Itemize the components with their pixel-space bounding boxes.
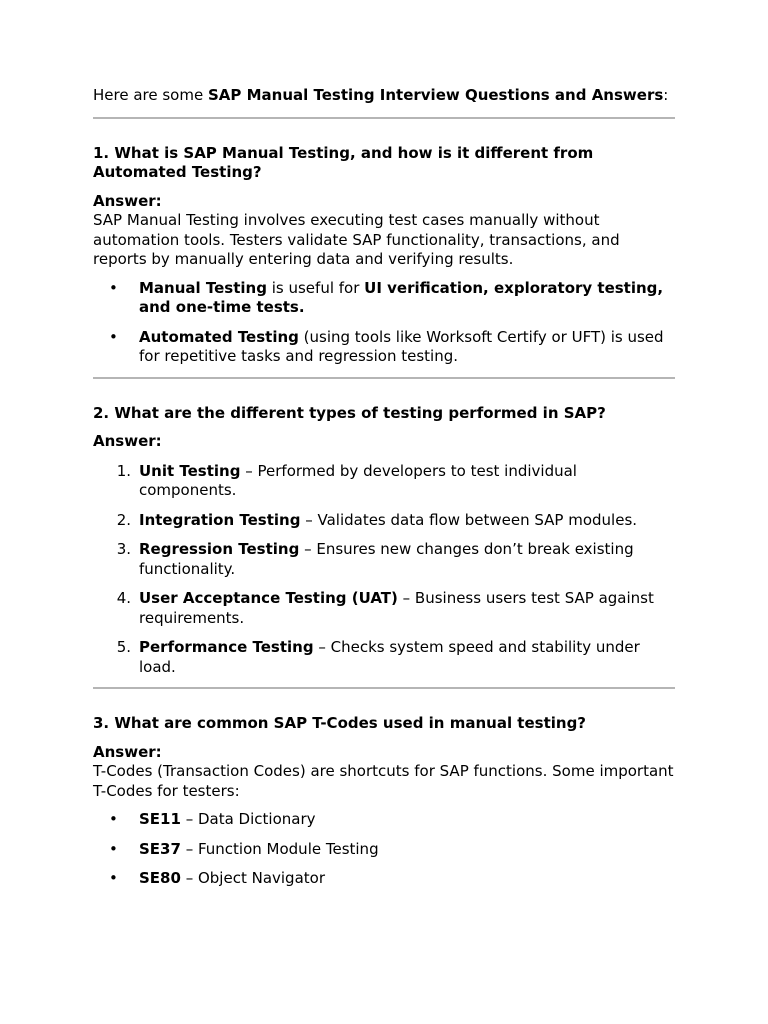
answer-body: SAP Manual Testing involves executing test cases manually without automation tools. Testers validate SAP functionality, transactions, and reports by manually entering data and verifying results.: [93, 211, 620, 268]
item-number: 5.: [116, 638, 131, 656]
item-text: – Checks system speed and stability under load.: [139, 638, 640, 676]
item-number: 2.: [116, 510, 131, 529]
list-item: [93, 279, 675, 318]
item-text: – Ensures new changes don’t break existing functionality.: [139, 540, 634, 578]
item-number: 4.: [116, 589, 131, 607]
divider: [93, 117, 675, 119]
question-title: 1. What is SAP Manual Testing, and how is it different from Automated Testing?: [93, 143, 594, 181]
list-item: [93, 328, 675, 367]
divider: [93, 377, 675, 379]
item-term: Integration Testing: [139, 510, 301, 529]
answer-label: Answer:: [93, 432, 162, 450]
list-item: [93, 869, 675, 889]
item-text: – Performed by developers to test individual components.: [139, 461, 577, 499]
item-term: Unit Testing: [139, 461, 241, 480]
list-item: [93, 589, 675, 628]
item-text: – Validates data flow between SAP modules.: [300, 510, 638, 529]
item-text: (using tools like Worksoft Certify or UFT) is used for repetitive tasks and regression testing.: [139, 327, 664, 365]
item-term: Automated Testing: [139, 327, 299, 346]
question-title: 3. What are common SAP T-Codes used in manual testing?: [93, 714, 587, 732]
list-item: [93, 638, 675, 677]
item-number: 1.: [116, 461, 131, 480]
list-item: [93, 462, 675, 501]
question-section-2: [93, 404, 675, 678]
item-emphasis: UI verification, exploratory testing, and one-time tests.: [139, 278, 664, 316]
item-term: SE11: [139, 810, 181, 828]
item-text: – Data Dictionary: [180, 810, 316, 828]
document-page: [93, 86, 675, 899]
bullet-icon: •: [109, 810, 118, 828]
list-item: [93, 840, 675, 860]
list-item: [93, 810, 675, 830]
divider: [93, 687, 675, 689]
item-term: SE80: [139, 869, 181, 887]
item-term: Manual Testing: [139, 278, 267, 297]
intro-prefix: Here are some: [93, 86, 208, 104]
numbered-list: [93, 462, 675, 678]
list-item: [93, 511, 675, 531]
answer-label: Answer:: [93, 191, 162, 210]
item-term: User Acceptance Testing (UAT): [139, 589, 398, 607]
question-title: 2. What are the different types of testing performed in SAP?: [93, 403, 606, 422]
bullet-icon: •: [109, 327, 118, 346]
item-number: 3.: [116, 540, 131, 558]
item-term: Regression Testing: [139, 540, 300, 558]
answer-body: T-Codes (Transaction Codes) are shortcuts for SAP functions. Some important T-Codes for testers:: [93, 762, 674, 800]
item-term: SE37: [139, 839, 181, 858]
item-term: Performance Testing: [139, 638, 314, 656]
question-section-1: [93, 144, 675, 367]
bullet-list: [93, 810, 675, 889]
intro-suffix: :: [663, 86, 669, 104]
bullet-icon: •: [109, 869, 118, 887]
intro-bold-title: SAP Manual Testing Interview Questions and Answers: [207, 86, 664, 104]
bullet-icon: •: [109, 278, 118, 297]
question-section-3: [93, 714, 675, 889]
answer-label: Answer:: [93, 742, 162, 761]
bullet-list: [93, 279, 675, 367]
item-text: – Function Module Testing: [180, 839, 379, 858]
intro-paragraph: [93, 86, 675, 106]
item-text: – Object Navigator: [180, 869, 325, 887]
list-item: [93, 540, 675, 579]
bullet-icon: •: [109, 839, 118, 858]
item-text: is useful for: [266, 278, 365, 297]
item-text: – Business users test SAP against requirements.: [139, 589, 654, 627]
